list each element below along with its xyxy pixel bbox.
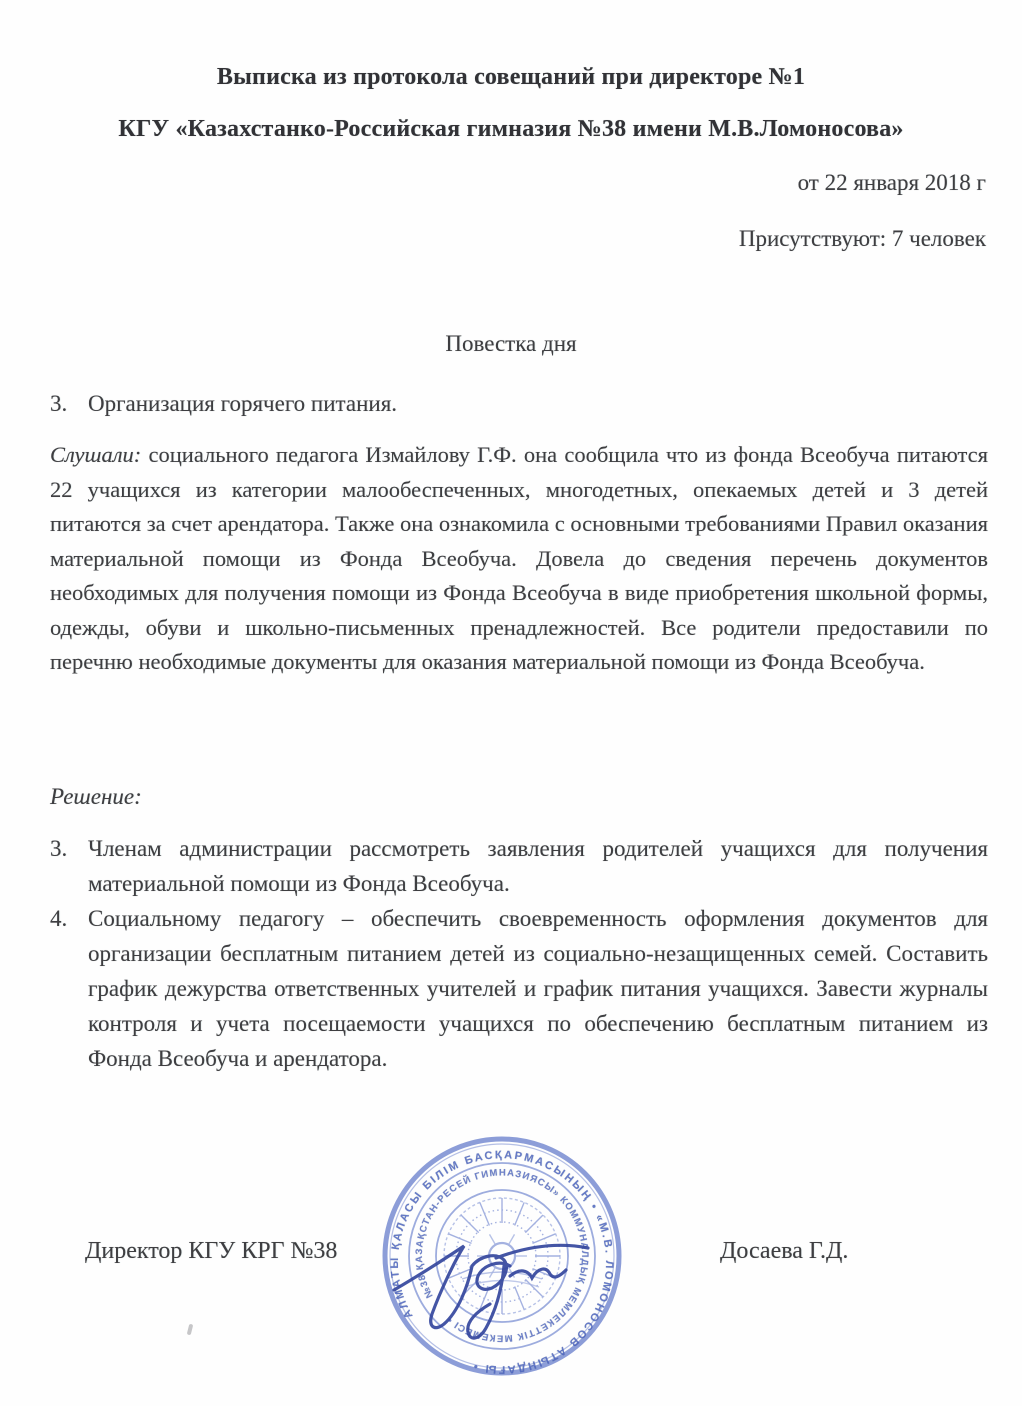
- agenda-heading: Повестка дня: [445, 331, 577, 356]
- document-title-line2: КГУ «Казахстанко-Российская гимназия №38 имени М.В.Ломоносова»: [118, 116, 904, 142]
- official-round-stamp: [377, 1131, 627, 1381]
- stamp-emblem: [444, 1198, 560, 1314]
- stamp-inner-ring-text: №38 ҚАЗАҚСТАН-РЕСЕЙ ГИМНАЗИЯСЫ» КОММУНАЛДЫҚ МЕМЛЕКЕТТІК МЕКЕМЕСІ •: [413, 1167, 591, 1344]
- agenda-item-text: Организация горячего питания.: [88, 391, 398, 416]
- handwritten-signature: [388, 1218, 603, 1353]
- signer-position-label: Директор КГУ КРГ №38: [85, 1238, 338, 1264]
- svg-text:АЛМАТЫ ҚАЛАСЫ БІЛІМ БАСҚАРМАСЫ: [389, 1149, 615, 1375]
- document-title-line1: Выписка из протокола совещаний при директоре №1: [216, 64, 806, 90]
- attendees-count: Присутствуют: 7 человек: [738, 226, 986, 251]
- decision-item-3-text: Членам администрации рассмотреть заявления родителей учащихся для получения материальной помощи из Фонда Всеобуча.: [88, 836, 988, 896]
- stamp-outer-ring-text: АЛМАТЫ ҚАЛАСЫ БІЛІМ БАСҚАРМАСЫНЫҢ • «М.В. ЛОМОНОСОВ АТЫНДАҒЫ •: [388, 1149, 616, 1376]
- decision-item-3: [50, 831, 988, 901]
- heard-paragraph: [50, 438, 988, 680]
- signer-name: Досаева Г.Д.: [720, 1238, 849, 1264]
- decision-item-4: [50, 901, 988, 1076]
- heard-text: социального педагога Измайлову Г.Ф. она сообщила что из фонда Всеобуча питаются 22 учащихся из категории малообеспеченных, многодетных, опекаемых детей и 3 детей питаются за счет арендатора. Также она ознакомила с основными требованиями Правил оказания материальной помощи из Фонда Всеобуча. Довела до сведения перечень документов необходимых для получения помощи из Фонда Всеобуча в виде приобретения школьной формы, одежды, обуви и школьно-письменных пренадлежностей. Все родители предоставили по перечню необходимые документы для оказания материальной помощи из Фонда Всеобуча.: [50, 442, 988, 674]
- decision-item-4-number: 4.: [50, 906, 68, 931]
- document-date: от 22 января 2018 г: [797, 170, 986, 195]
- heard-label: Слушали:: [50, 442, 142, 467]
- agenda-item-number: 3.: [50, 391, 68, 416]
- svg-text:№38 ҚАЗАҚСТАН-РЕСЕЙ ГИМНАЗИЯСЫ: [414, 1167, 590, 1343]
- agenda-item: [50, 386, 988, 421]
- decision-heading: Решение:: [50, 784, 142, 809]
- decision-item-3-number: 3.: [50, 836, 68, 861]
- scan-artifact: [187, 1324, 194, 1336]
- decision-item-4-text: Социальному педагогу – обеспечить своевременность оформления документов для организации бесплатным питанием детей из социально-незащищенных семей. Составить график дежурства ответственных учителей и график питания учащихся. Завести журналы контроля и учета посещаемости учащихся по обеспечению бесплатным питанием из Фонда Всеобуча и арендатора.: [88, 906, 988, 1071]
